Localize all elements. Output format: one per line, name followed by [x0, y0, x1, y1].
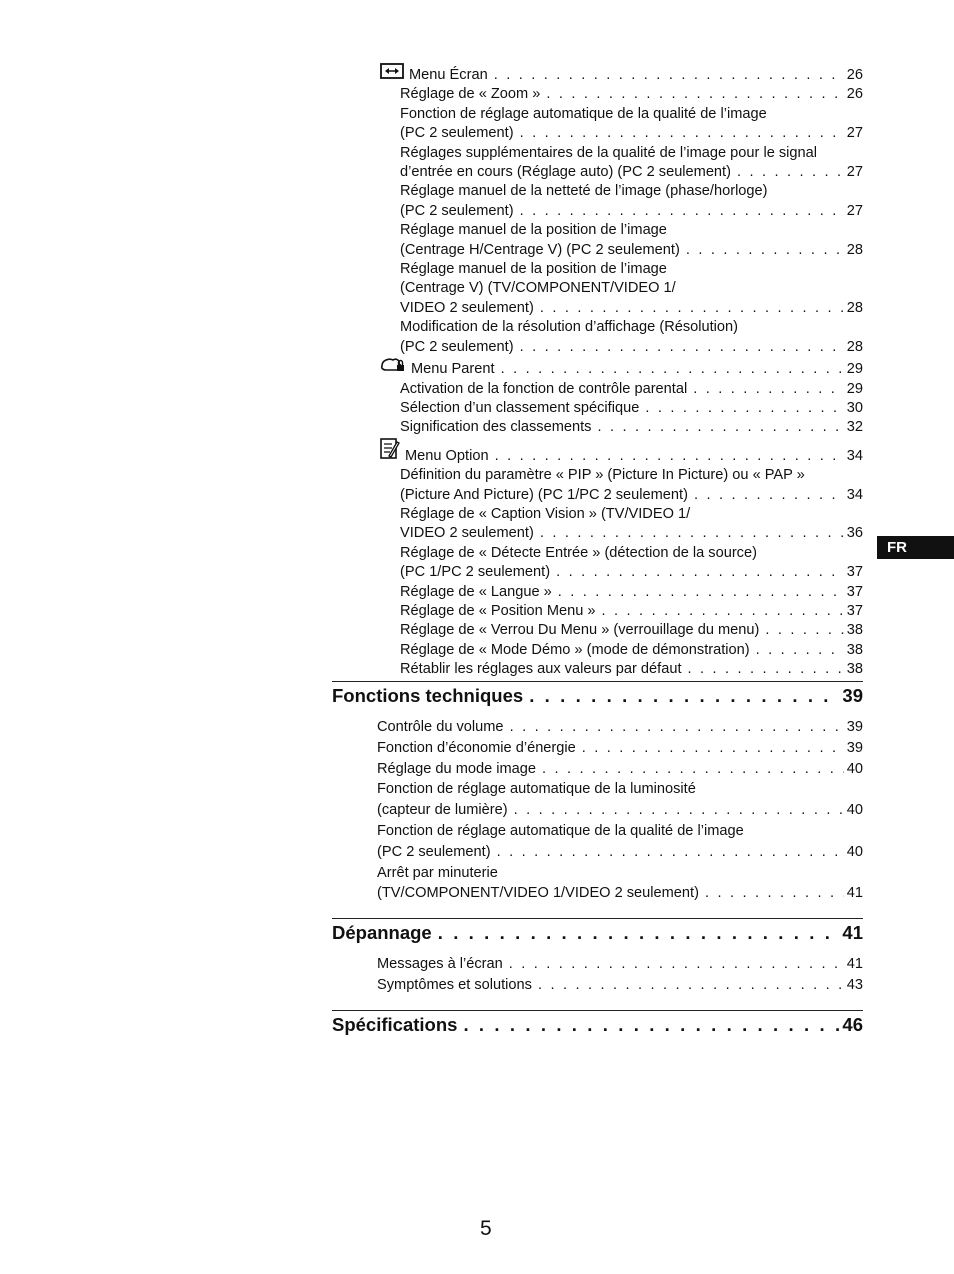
page-ref: 37 — [846, 564, 863, 581]
page-ref: 40 — [846, 843, 863, 860]
toc-entry — [377, 738, 863, 759]
dot-leader — [463, 1013, 839, 1037]
toc-entry-line: Réglages supplémentaires de la qualité de l’image pour le signal — [400, 144, 817, 161]
toc-entry — [380, 318, 863, 357]
page-ref: 38 — [846, 622, 863, 639]
page-ref: 38 — [846, 661, 863, 678]
page-ref: 40 — [846, 760, 863, 777]
toc-entry-text: Fonction d’économie d’énergie — [377, 739, 576, 756]
toc-entry-text: (PC 2 seulement) — [400, 338, 514, 355]
toc-menu-heading — [380, 438, 863, 466]
toc-section — [332, 681, 863, 904]
page-ref: 27 — [846, 164, 863, 181]
page-ref: 34 — [846, 447, 863, 464]
page-ref: 26 — [846, 67, 863, 83]
page-ref: 43 — [846, 976, 863, 993]
page-ref: 37 — [846, 602, 863, 619]
dot-leader — [694, 486, 844, 505]
toc-entry — [380, 105, 863, 144]
toc-entry-text: Menu Écran — [409, 67, 488, 83]
toc-entry-line: Arrêt par minuterie — [377, 864, 498, 881]
toc-entry-text: Signification des classements — [400, 419, 592, 436]
page-ref: 36 — [846, 525, 863, 542]
toc-section — [332, 1010, 863, 1037]
toc-entry — [380, 418, 863, 437]
page-ref: 32 — [846, 419, 863, 436]
toc-entry — [377, 779, 863, 821]
dot-leader — [546, 85, 843, 104]
toc-entry-text: (Centrage H/Centrage V) (PC 2 seulement) — [400, 241, 680, 258]
toc-menu-heading — [380, 357, 863, 379]
toc-entry-text: Symptômes et solutions — [377, 976, 532, 993]
toc-entry-text: Réglage de « Mode Démo » (mode de démonstration) — [400, 641, 750, 658]
toc-entry-text: (Picture And Picture) (PC 1/PC 2 seulement) — [400, 486, 688, 503]
page-ref: 40 — [846, 802, 863, 819]
page-ref: 34 — [846, 486, 863, 503]
toc-entry — [380, 182, 863, 221]
dot-leader — [558, 583, 844, 602]
page-ref: 28 — [846, 299, 863, 316]
dot-leader — [705, 883, 844, 904]
section-heading — [332, 1010, 863, 1037]
page-ref: 41 — [846, 885, 863, 902]
parental-lock-icon — [380, 357, 406, 379]
monitor-screen-icon — [380, 63, 404, 85]
toc-entry-line: Fonction de réglage automatique de la qualité de l’image — [400, 105, 767, 122]
toc-entry-text: (PC 2 seulement) — [377, 843, 491, 860]
dot-leader — [495, 447, 844, 466]
toc-entry-text: Sélection d’un classement spécifique — [400, 399, 640, 416]
toc-entry-line: Modification de la résolution d’affichage (Résolution) — [400, 319, 739, 336]
page-ref: 29 — [846, 380, 863, 397]
page-ref: 29 — [846, 361, 863, 378]
toc-entry-line: Fonction de réglage automatique de la qualité de l’image — [377, 822, 744, 839]
page-ref: 46 — [842, 1014, 863, 1035]
toc-entry-text: Rétablir les réglages aux valeurs par défaut — [400, 661, 682, 678]
toc-entry — [377, 954, 863, 975]
page-ref: 39 — [846, 739, 863, 756]
toc-entry — [380, 399, 863, 418]
page-ref: 27 — [846, 202, 863, 219]
toc-section — [332, 918, 863, 996]
dot-leader — [602, 602, 844, 621]
dot-leader — [529, 684, 839, 708]
toc-entry — [380, 221, 863, 260]
toc-menu-heading — [380, 63, 863, 85]
toc-entry-text: Réglage de « Langue » — [400, 583, 552, 600]
dot-leader — [737, 163, 844, 182]
page-ref: 30 — [846, 399, 863, 416]
toc-entry — [380, 144, 863, 183]
dot-leader — [540, 524, 844, 543]
toc-entry-text: Contrôle du volume — [377, 719, 504, 735]
page-ref: 38 — [846, 641, 863, 658]
toc-entry-text: Réglage de « Position Menu » — [400, 602, 596, 619]
toc-entry — [377, 717, 863, 738]
toc-entry — [380, 660, 863, 679]
toc-entry — [380, 380, 863, 399]
dot-leader — [509, 954, 844, 975]
page-ref: 39 — [846, 719, 863, 735]
toc-entry-text: Menu Parent — [411, 361, 495, 378]
toc-entry-text: (TV/COMPONENT/VIDEO 1/VIDEO 2 seulement) — [377, 885, 699, 902]
page-number: 5 — [480, 1217, 492, 1240]
dot-leader — [494, 66, 844, 85]
toc-entry-text: Messages à l’écran — [377, 956, 503, 972]
page-ref: 27 — [846, 125, 863, 142]
toc-entry — [380, 583, 863, 602]
dot-leader — [542, 759, 844, 780]
dot-leader — [520, 202, 844, 221]
toc-entry-text: Réglage du mode image — [377, 760, 537, 777]
dot-leader — [645, 399, 843, 418]
dot-leader — [497, 842, 844, 863]
toc-entry-text: Activation de la fonction de contrôle parental — [400, 380, 688, 397]
option-checklist-icon — [380, 438, 400, 466]
toc-entry — [380, 621, 863, 640]
toc-entry-line: Fonction de réglage automatique de la luminosité — [377, 781, 696, 798]
toc-entry-text: d’entrée en cours (Réglage auto) (PC 2 seulement) — [400, 164, 731, 181]
section-heading — [332, 918, 863, 945]
dot-leader — [501, 360, 844, 379]
page-ref: 26 — [846, 86, 863, 103]
toc-menu-list — [380, 63, 863, 680]
page-ref: 28 — [846, 338, 863, 355]
section-title: Dépannage — [332, 922, 432, 943]
toc-entry — [380, 466, 863, 505]
section-heading — [332, 681, 863, 708]
toc-entry-text: (PC 2 seulement) — [400, 202, 514, 219]
toc-entry-text: (PC 2 seulement) — [400, 125, 514, 142]
section-title: Spécifications — [332, 1014, 458, 1035]
dot-leader — [520, 338, 844, 357]
page-ref: 28 — [846, 241, 863, 258]
toc-entry-text: (capteur de lumière) — [377, 802, 508, 819]
page-ref: 41 — [842, 922, 863, 943]
toc-entry — [377, 863, 863, 905]
toc-entry-text: Menu Option — [405, 447, 489, 464]
toc-entry-line: Réglage de « Détecte Entrée » (détection de la source) — [400, 544, 757, 561]
dot-leader — [686, 241, 844, 260]
dot-leader — [510, 717, 844, 738]
toc-entry-text: VIDEO 2 seulement) — [400, 525, 534, 542]
dot-leader — [756, 641, 844, 660]
dot-leader — [688, 660, 844, 679]
dot-leader — [693, 380, 844, 399]
toc-entry-line: Réglage manuel de la position de l’image — [400, 261, 667, 278]
toc-entry — [377, 821, 863, 863]
toc-entry — [380, 505, 863, 544]
toc-entry — [380, 85, 863, 104]
dot-leader — [597, 418, 843, 437]
toc-entry — [377, 975, 863, 996]
toc-entry-text: Réglage de « Zoom » — [400, 86, 541, 103]
toc-entry-text: (PC 1/PC 2 seulement) — [400, 564, 551, 581]
toc-entry-line: Réglage de « Caption Vision » (TV/VIDEO 1/ — [400, 505, 691, 522]
toc-entry — [380, 260, 863, 318]
toc-entry-line: Réglage manuel de la netteté de l’image (phase/horloge) — [400, 183, 768, 200]
page-ref: 41 — [846, 956, 863, 972]
language-tab-fr: FR — [877, 536, 954, 559]
dot-leader — [538, 975, 844, 996]
page-ref: 39 — [842, 685, 863, 706]
toc-entry-line: (Centrage V) (TV/COMPONENT/VIDEO 1/ — [400, 280, 676, 297]
section-title: Fonctions techniques — [332, 685, 524, 706]
dot-leader — [765, 621, 843, 640]
dot-leader — [540, 299, 844, 318]
dot-leader — [514, 800, 844, 821]
dot-leader — [556, 563, 844, 582]
toc-entry-line: Définition du paramètre « PIP » (Picture In Picture) ou « PAP » — [400, 467, 805, 484]
toc-entry-line: Réglage manuel de la position de l’image — [400, 222, 667, 239]
dot-leader — [520, 124, 844, 143]
toc-entry — [380, 602, 863, 621]
toc-entry-text: Réglage de « Verrou Du Menu » (verrouillage du menu) — [400, 622, 760, 639]
page-ref: 37 — [846, 583, 863, 600]
toc-entry — [380, 641, 863, 660]
dot-leader — [438, 921, 840, 945]
dot-leader — [582, 738, 844, 759]
toc-entry — [377, 759, 863, 780]
toc-entry — [380, 544, 863, 583]
toc-entry-text: VIDEO 2 seulement) — [400, 299, 534, 316]
